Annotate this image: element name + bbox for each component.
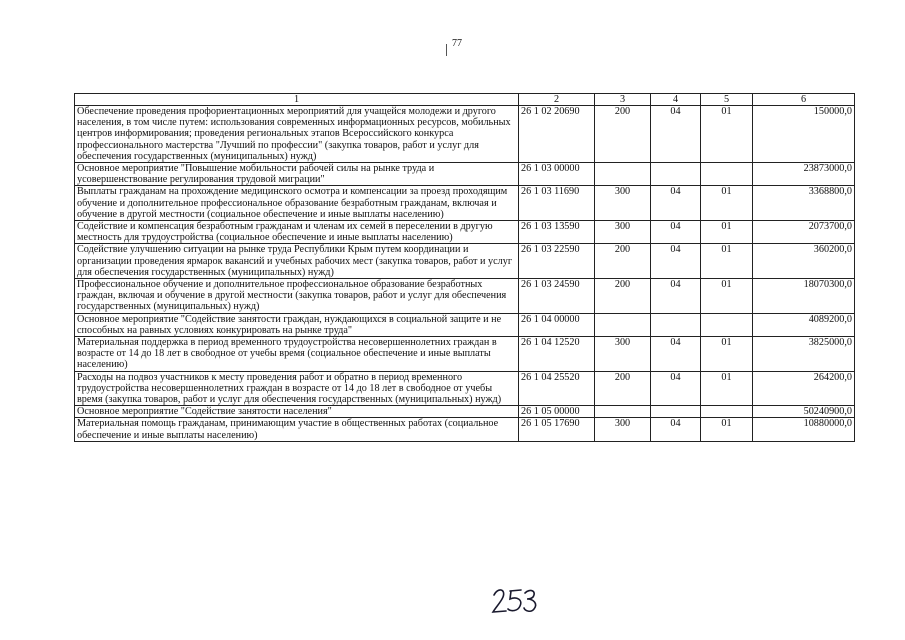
row-section [651,406,701,418]
header-cell: 2 [519,94,595,106]
table-row [75,279,855,314]
row-section: 04 [651,418,701,441]
table-row [75,337,855,372]
row-section: 04 [651,106,701,163]
row-target-code: 26 1 05 00000 [519,406,595,418]
row-description: Содействие улучшению ситуации на рынке труда Республики Крым путем координации и организации проведения ярмарок вакансий и учебных рабочих мест (закупка товаров, работ и услуг для обеспечения государственных (муниципальных) нужд) [75,244,519,279]
row-subsection: 01 [701,221,753,244]
table-row [75,106,855,163]
row-expense-type: 200 [595,106,651,163]
row-expense-type [595,406,651,418]
table-row [75,406,855,418]
row-amount: 50240900,0 [753,406,855,418]
row-section: 04 [651,221,701,244]
table-row [75,371,855,406]
row-description: Обеспечение проведения профориентационных мероприятий для учащейся молодежи и другого населения, в том числе путем: использования современных информационных ресурсов, мобильных центров информирования; проведения региональных этапов Всероссийского конкурса профессионального мастерства "Лучший по профессии" (закупка товаров, работ и услуг для обеспечения государственных (муниципальных) нужд) [75,106,519,163]
row-expense-type: 300 [595,221,651,244]
row-expense-type [595,163,651,186]
budget-table [74,93,855,442]
row-amount: 23873000,0 [753,163,855,186]
row-amount: 3825000,0 [753,337,855,372]
header-cell: 3 [595,94,651,106]
table-row [75,186,855,221]
row-target-code: 26 1 03 22590 [519,244,595,279]
handwritten-page-number [490,585,540,617]
row-amount: 3368800,0 [753,186,855,221]
row-description: Содействие и компенсация безработным гражданам и членам их семей в переселении в другую местность для трудоустройства (социальное обеспечение и иные выплаты населению) [75,221,519,244]
row-amount: 10880000,0 [753,418,855,441]
table-row [75,313,855,336]
row-description: Материальная помощь гражданам, принимающим участие в общественных работах (социальное обеспечение и иные выплаты населению) [75,418,519,441]
row-expense-type [595,313,651,336]
header-row [75,94,855,106]
scan-mark [446,44,447,56]
header-cell: 4 [651,94,701,106]
row-amount: 150000,0 [753,106,855,163]
row-expense-type: 300 [595,418,651,441]
row-subsection: 01 [701,337,753,372]
row-expense-type: 200 [595,279,651,314]
row-target-code: 26 1 03 13590 [519,221,595,244]
row-target-code: 26 1 02 20690 [519,106,595,163]
row-target-code: 26 1 03 24590 [519,279,595,314]
header-cell: 1 [75,94,519,106]
row-target-code: 26 1 04 12520 [519,337,595,372]
table-row [75,221,855,244]
row-target-code: 26 1 04 00000 [519,313,595,336]
row-description: Профессиональное обучение и дополнительное профессиональное образование безработных граждан, включая и обучение в другой местности (закупка товаров, работ и услуг для обеспечения государственных (муниципальных) нужд) [75,279,519,314]
row-section [651,163,701,186]
row-subsection: 01 [701,186,753,221]
row-target-code: 26 1 05 17690 [519,418,595,441]
row-subsection: 01 [701,244,753,279]
row-subsection: 01 [701,106,753,163]
row-section: 04 [651,279,701,314]
table-row [75,244,855,279]
row-expense-type: 300 [595,337,651,372]
row-expense-type: 200 [595,371,651,406]
table-row [75,418,855,441]
table-row [75,163,855,186]
row-subsection [701,406,753,418]
row-section [651,313,701,336]
row-description: Основное мероприятие "Повышение мобильности рабочей силы на рынке труда и усовершенствование регулирования трудовой миграции" [75,163,519,186]
row-section: 04 [651,337,701,372]
row-section: 04 [651,371,701,406]
header-cell: 5 [701,94,753,106]
row-subsection: 01 [701,279,753,314]
row-amount: 18070300,0 [753,279,855,314]
row-description: Основное мероприятие "Содействие занятости населения" [75,406,519,418]
header-cell: 6 [753,94,855,106]
row-expense-type: 300 [595,186,651,221]
row-amount: 360200,0 [753,244,855,279]
row-target-code: 26 1 03 00000 [519,163,595,186]
row-subsection: 01 [701,418,753,441]
row-target-code: 26 1 03 11690 [519,186,595,221]
row-section: 04 [651,186,701,221]
row-subsection [701,163,753,186]
row-description: Расходы на подвоз участников к месту проведения работ и обратно в период временного трудоустройства несовершеннолетних граждан в возрасте от 14 до 18 лет в свободное от учебы время (закупка товаров, работ и услуг для обеспечения государственных (муниципальных) нужд) [75,371,519,406]
row-subsection: 01 [701,371,753,406]
row-description: Материальная поддержка в период временного трудоустройства несовершеннолетних граждан в возрасте от 14 до 18 лет в свободное от учебы время (социальное обеспечение и иные выплаты населению) [75,337,519,372]
row-amount: 264200,0 [753,371,855,406]
row-amount: 4089200,0 [753,313,855,336]
row-expense-type: 200 [595,244,651,279]
row-amount: 2073700,0 [753,221,855,244]
row-target-code: 26 1 04 25520 [519,371,595,406]
row-description: Основное мероприятие "Содействие занятости граждан, нуждающихся в социальной защите и не способных на равных условиях конкурировать на рынке труда" [75,313,519,336]
row-description: Выплаты гражданам на прохождение медицинского осмотра и компенсации за проезд проходящим обучение и дополнительное профессиональное образование безработным гражданам, включая и обучение в другой местности (социальное обеспечение и иные выплаты населению) [75,186,519,221]
row-subsection [701,313,753,336]
row-section: 04 [651,244,701,279]
page-number: 77 [452,38,462,49]
